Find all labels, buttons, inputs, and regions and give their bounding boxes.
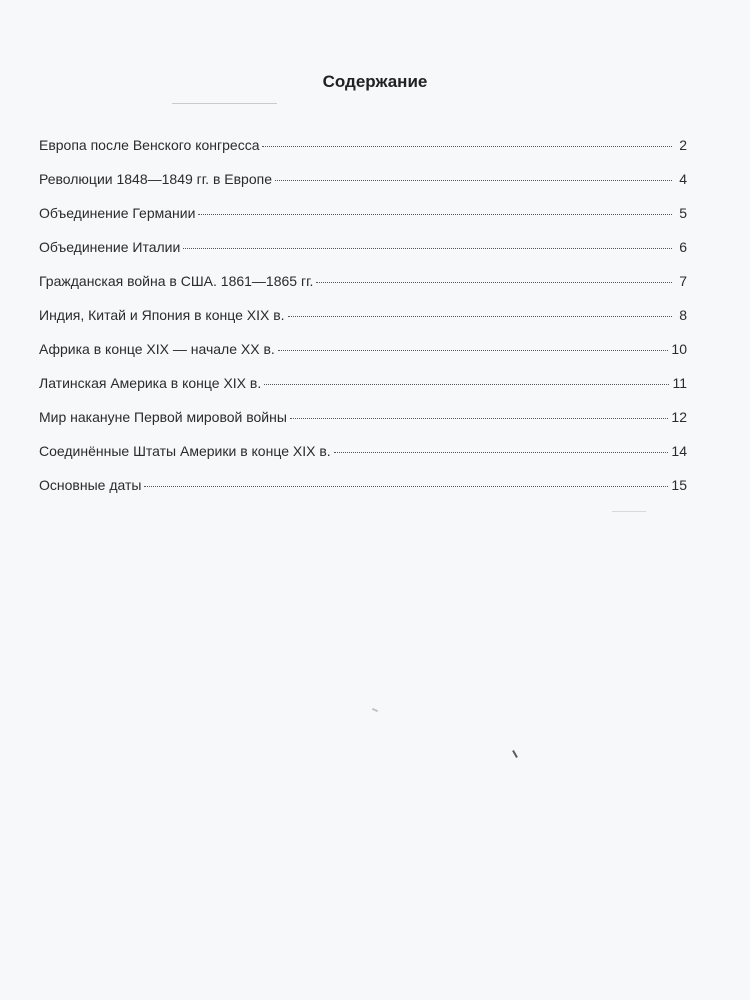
- page-title: Содержание: [322, 72, 428, 91]
- toc-page-number: 11: [672, 375, 687, 391]
- toc-entry: [39, 135, 687, 169]
- toc-entry: [39, 407, 687, 441]
- toc-entry: [39, 475, 687, 509]
- dot-leader: [334, 451, 669, 453]
- toc-page-number: 2: [679, 137, 687, 153]
- toc-entry: [39, 203, 687, 237]
- toc-entry: [39, 339, 687, 373]
- toc-entry-title: Мир накануне Первой мировой войны: [39, 409, 287, 425]
- toc-entry-title: Соединённые Штаты Америки в конце XIX в.: [39, 443, 331, 459]
- toc-entry: [39, 441, 687, 475]
- toc-page-number: 14: [671, 443, 687, 459]
- toc-entry-title: Объединение Германии: [39, 205, 196, 221]
- dot-leader: [183, 247, 672, 249]
- toc-page-number: 7: [679, 273, 687, 289]
- toc-page-number: 10: [671, 341, 687, 357]
- dot-leader: [262, 145, 672, 147]
- toc-entry: [39, 373, 687, 407]
- dot-leader: [144, 485, 668, 487]
- dot-leader: [278, 349, 669, 351]
- dot-leader: [198, 213, 672, 215]
- dot-leader: [316, 281, 672, 283]
- toc-page-number: 4: [679, 171, 687, 187]
- toc-page-number: 12: [671, 409, 687, 425]
- toc-page-number: 5: [679, 205, 687, 221]
- table-of-contents: [39, 135, 687, 509]
- toc-entry-title: Революции 1848—1849 гг. в Европе: [39, 171, 272, 187]
- toc-entry-title: Основные даты: [39, 477, 142, 493]
- toc-entry: [39, 237, 687, 271]
- toc-entry-title: Индия, Китай и Япония в конце XIX в.: [39, 307, 285, 323]
- toc-entry-title: Европа после Венского конгресса: [39, 137, 260, 153]
- dot-leader: [275, 179, 672, 181]
- dot-leader: [264, 383, 669, 385]
- dot-leader: [288, 315, 672, 317]
- toc-entry-title: Африка в конце XIX — начале XX в.: [39, 341, 275, 357]
- scan-artifact-line: [612, 511, 646, 512]
- toc-entry: [39, 271, 687, 305]
- toc-page-number: 8: [679, 307, 687, 323]
- scan-artifact-line: [172, 103, 277, 104]
- toc-entry-title: Объединение Италии: [39, 239, 181, 255]
- toc-entry-title: Гражданская война в США. 1861—1865 гг.: [39, 273, 314, 289]
- scan-artifact-speck: [512, 750, 518, 758]
- toc-entry: [39, 305, 687, 339]
- dot-leader: [290, 417, 669, 419]
- scan-artifact-speck: [372, 708, 378, 712]
- toc-page-number: 6: [679, 239, 687, 255]
- toc-page-number: 15: [671, 477, 687, 493]
- toc-entry-title: Латинская Америка в конце XIX в.: [39, 375, 262, 391]
- toc-entry: [39, 169, 687, 203]
